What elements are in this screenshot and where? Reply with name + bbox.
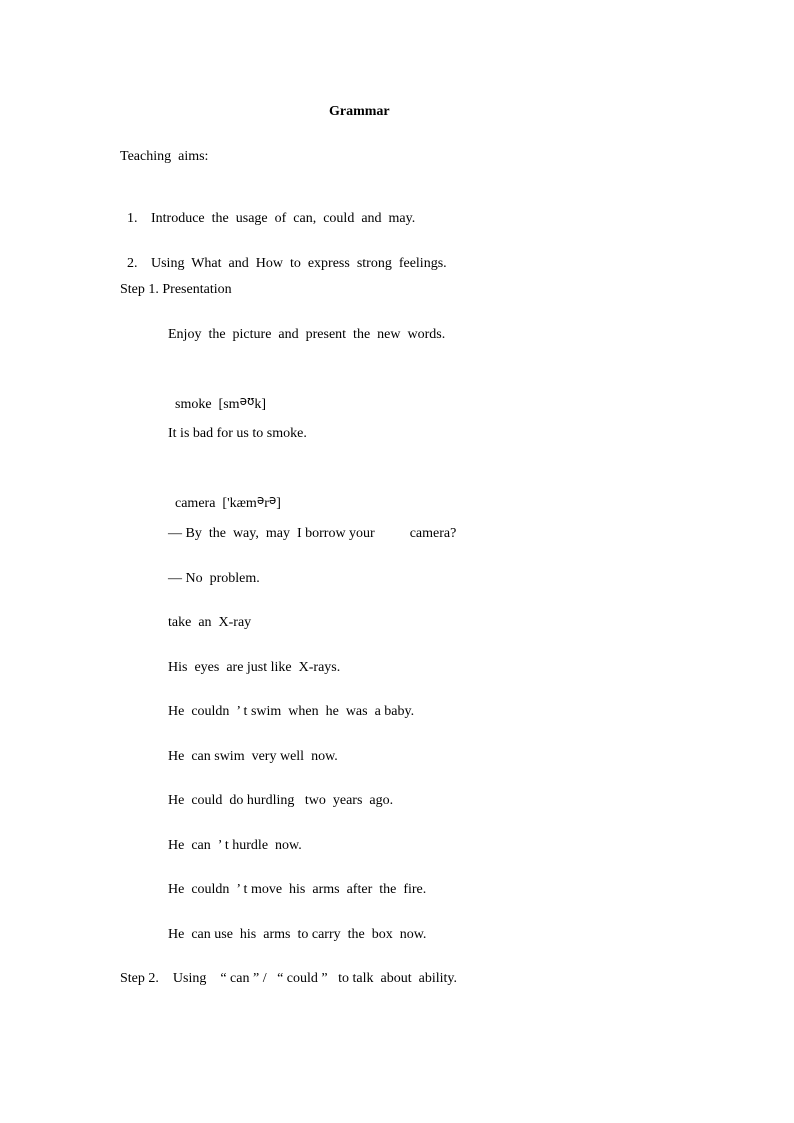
- aim-text: Introduce the usage of can, could and may.: [151, 211, 416, 226]
- smoke-word-text: smoke [sm: [175, 397, 240, 412]
- example-sentence-5: He couldn ’ t move his arms after the fire.: [168, 882, 427, 897]
- example-sentence-4: He can ’ t hurdle now.: [168, 838, 302, 853]
- xray-word: take an X-ray: [168, 615, 252, 630]
- camera-ipa-1: ə: [256, 493, 265, 507]
- aim-item-1: [120, 192, 415, 228]
- example-sentence-1: He couldn ’ t swim when he was a baby.: [168, 704, 415, 719]
- camera-ipa-2: ə: [268, 493, 277, 507]
- camera-word-end: ]: [276, 496, 281, 511]
- example-sentence-2: He can swim very well now.: [168, 749, 338, 764]
- aim-text: Using What and How to express strong feelings.: [151, 256, 447, 271]
- dialog-line-2: — No problem.: [168, 571, 260, 586]
- step1-heading: Step 1. Presentation: [120, 282, 232, 297]
- enjoy-line: Enjoy the picture and present the new words.: [168, 327, 446, 342]
- aim-number: 1.: [127, 211, 138, 226]
- smoke-word-end: k]: [254, 397, 267, 412]
- aim-item-2: [120, 237, 447, 273]
- smoke-sentence: It is bad for us to smoke.: [168, 426, 307, 441]
- page-title: Grammar: [329, 104, 390, 119]
- example-sentence-6: He can use his arms to carry the box now.: [168, 927, 427, 942]
- xray-sentence: His eyes are just like X-rays.: [168, 660, 341, 675]
- camera-word-mid: r: [264, 496, 269, 511]
- smoke-word: [168, 377, 266, 414]
- aims-heading: Teaching aims:: [120, 149, 209, 164]
- example-sentence-3: He could do hurdling two years ago.: [168, 793, 394, 808]
- smoke-ipa: əʊ: [239, 394, 255, 408]
- camera-word: [168, 476, 281, 513]
- camera-word-text: camera ['kæm: [175, 496, 257, 511]
- step2-heading: Step 2. Using “ can ” / “ could ” to talk about ability.: [120, 971, 457, 986]
- aim-number: 2.: [127, 256, 138, 271]
- dialog-line-1: — By the way, may I borrow your camera?: [168, 526, 457, 541]
